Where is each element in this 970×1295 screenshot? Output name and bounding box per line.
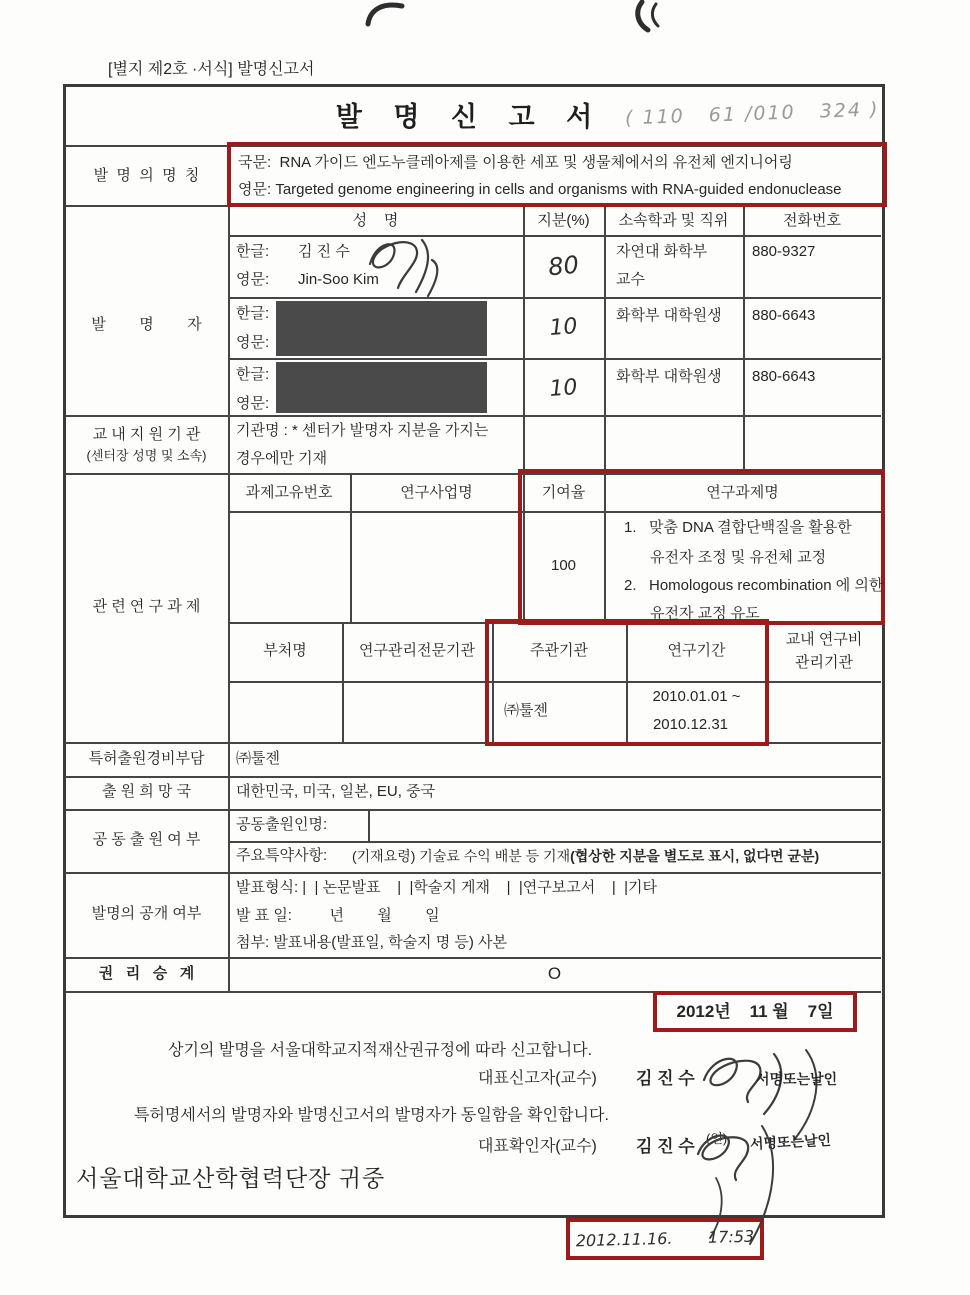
inventor3-share (521, 361, 605, 417)
research-header-period (626, 624, 767, 679)
disclosure-format-line (236, 875, 876, 901)
joint-terms-value (352, 841, 880, 872)
inventor1-phone-text: 880-9327 (752, 242, 816, 260)
campus-support-value1-text: 기관명 : * 센터가 발명자 지분을 가지는 (236, 421, 489, 439)
research-item2a-text: 2. Homologous recombination 에 의한 (624, 576, 884, 594)
research-header-fund (767, 624, 881, 679)
campus-support-label-line1: 교 내 지 원 기 관 (92, 425, 201, 443)
grid-vline (743, 205, 745, 473)
received-stamp (565, 1215, 764, 1262)
research-header-project-no (228, 475, 350, 511)
inventor3-phone-text: 880-6643 (752, 367, 816, 385)
rights-transfer-label (67, 957, 226, 991)
research-item2b-text: 유전자 교정 유도 (650, 604, 760, 622)
confirmer-seal-text: (인). (706, 1130, 731, 1146)
redacted-name-box (276, 301, 487, 356)
rights-transfer-label-text: 권 리 승 계 (98, 964, 195, 982)
joint-co-applicant-label (236, 809, 366, 841)
hangul-label-text: 한글: (236, 365, 270, 383)
declaration-text: 상기의 발명을 서울대학교지적재산권규정에 따라 신고합니다. (168, 1042, 593, 1059)
research-project-item1-line1 (624, 515, 880, 541)
patent-cost-label-text: 특허출원경비부담 (88, 749, 205, 767)
inventor1-hangul-label (236, 240, 288, 264)
research-project-item1-line2 (650, 545, 880, 571)
disclosure-attach-line (236, 930, 876, 956)
confirmation-text: 특허명세서의 발명자와 발명신고서의 발명자가 동일함을 확인합니다. (134, 1107, 609, 1124)
inventor2-phone (752, 304, 872, 328)
filing-countries-value (236, 776, 736, 809)
pencil-note-text: ( 110 61 /010 324 ) (624, 98, 880, 130)
inventor1-name-kor-text: 김 진 수 (298, 242, 350, 260)
inventors-header-share (523, 207, 604, 235)
research-host-value (504, 681, 624, 742)
grid-hline (65, 415, 881, 417)
invention-title-eng-text: 영문: Targeted genome engineering in cells and organisms with RNA-guided endonuclease (238, 180, 842, 198)
header-host-text: 주관기관 (530, 642, 588, 660)
recipient-text: 서울대학교산학협력단장 귀중 (76, 1164, 386, 1191)
eng-label-text: 영문: (236, 394, 270, 412)
confirmer-label (478, 1134, 628, 1160)
header-project-no-text: 과제고유번호 (245, 483, 333, 501)
invention-title-eng (238, 177, 878, 203)
form-number-text: [별지 제2호 ·서식] 발명신고서 (108, 61, 315, 78)
inventor3-phone (752, 365, 872, 389)
header-ministry-text: 부처명 (263, 642, 307, 660)
header-dept-text: 소속학과 및 직위 (618, 211, 729, 229)
research-period1-text: 2010.01.01 ~ (652, 687, 741, 705)
inventor1-dept2 (616, 268, 741, 292)
inventor2-share (521, 299, 605, 357)
document-title (260, 96, 680, 140)
invention-title-kor-text: 국문: RNA 가이드 엔도누클레아제를 이용한 세포 및 생물체에서의 유전체 엔지니어링 (238, 153, 793, 171)
eng-label-text: 영문: (236, 333, 270, 351)
report-date-text: 2012년 11 월 7일 (676, 1001, 834, 1021)
inventors-header-phone (743, 207, 881, 235)
inventor1-dept1 (616, 240, 741, 264)
header-name-text: 성 명 (352, 211, 399, 229)
scan-artifact-right (630, 0, 670, 32)
hangul-label-text: 한글: (236, 242, 270, 260)
research-rate-text: 100 (550, 557, 577, 575)
campus-support-value2-text: 경우에만 기재 (236, 449, 328, 467)
eng-label-text: 영문: (236, 270, 270, 288)
campus-support-value2 (236, 447, 520, 471)
scan-artifact-left (362, 0, 408, 26)
joint-co-applicant-text: 공동출원인명: (236, 815, 328, 833)
research-period2-text: 2010.12.31 (652, 715, 729, 733)
rights-transfer-value (228, 957, 881, 991)
confirmer-label-text: 대표확인자(교수) (478, 1138, 597, 1155)
reporter-label-text: 대표신고자(교수) (478, 1070, 597, 1087)
disclosure-attach-text: 첨부: 발표내용(발표일, 학술지 명 등) 사본 (236, 933, 508, 951)
confirmer-seal-note-text: 서명또는날인 (749, 1131, 832, 1153)
filing-countries-value-text: 대한민국, 미국, 일본, EU, 중국 (236, 783, 436, 801)
related-research-label-text: 관 련 연 구 과 제 (92, 598, 201, 616)
header-agency-text: 연구관리전문기관 (359, 642, 475, 660)
recipient-line (76, 1158, 536, 1198)
research-header-host (492, 624, 626, 679)
patent-cost-value (236, 742, 536, 776)
invention-title-row-label (67, 150, 226, 202)
invention-title-row-label-text: 발 명 의 명 칭 (93, 166, 200, 184)
header-fund-line2: 관리기관 (795, 653, 853, 671)
received-stamp-text: 2012.11.16. 17:53 (575, 1226, 755, 1251)
inventors-row-label-text: 발 명 자 (91, 315, 202, 333)
research-period-line2 (620, 712, 761, 738)
research-header-agency (342, 624, 492, 679)
inventor1-share (521, 236, 607, 296)
hangul-label-text: 한글: (236, 304, 270, 322)
research-header-program (350, 475, 523, 511)
disclosure-date-text: 발 표 일: 년 월 일 (236, 906, 440, 924)
patent-cost-value-text: ㈜툴젠 (236, 749, 280, 767)
inventor3-share-handwritten: 10 (548, 375, 579, 403)
joint-terms-label-text: 주요특약사항: (236, 847, 328, 865)
inventor1-eng-label (236, 268, 288, 292)
inventor2-dept1-text: 화학부 대학원생 (616, 306, 722, 324)
research-rate-value (523, 511, 604, 622)
research-host-text: ㈜툴젠 (504, 702, 548, 720)
joint-terms-label (236, 841, 348, 872)
inventor1-name-eng (298, 268, 458, 292)
research-item1a-text: 1. 맞춤 DNA 결합단백질을 활용한 (624, 518, 852, 536)
grid-hline (228, 297, 881, 299)
inventor2-share-handwritten: 10 (548, 314, 579, 342)
campus-support-value1 (236, 419, 520, 443)
grid-hline (228, 235, 881, 237)
invention-title-kor (238, 150, 878, 176)
document-title-text: 발 명 신 고 서 (335, 102, 605, 133)
inventor1-dept1-text: 자연대 화학부 (616, 242, 708, 260)
research-header-title (604, 475, 881, 511)
inventor1-name-eng-text: Jin-Soo Kim (298, 270, 379, 288)
related-research-label (67, 473, 226, 742)
form-number-label (108, 58, 528, 82)
filing-countries-label (67, 776, 226, 809)
grid-hline (228, 358, 881, 360)
header-period-text: 연구기간 (667, 642, 726, 660)
research-header-ministry (228, 624, 342, 679)
research-period-line1 (626, 684, 767, 710)
inventor2-phone-text: 880-6643 (752, 306, 816, 324)
disclosure-date-line (236, 903, 876, 929)
research-header-rate (523, 475, 604, 511)
header-program-text: 연구사업명 (400, 483, 473, 501)
header-phone-text: 전화번호 (783, 211, 841, 229)
patent-cost-label (67, 742, 226, 776)
disclosure-label-text: 발명의 공개 여부 (91, 905, 202, 923)
reporter-name-text: 김 진 수 (636, 1069, 695, 1089)
inventor2-dept1 (616, 304, 741, 328)
redacted-name-box (276, 362, 487, 413)
grid-vline (228, 145, 230, 991)
inventors-header-dept (604, 207, 743, 235)
header-fund-line1: 교내 연구비 (785, 630, 863, 648)
reporter-seal-note (756, 1068, 866, 1092)
disclosure-label (67, 872, 226, 957)
research-project-item2-line1 (624, 573, 884, 599)
filing-countries-label-text: 출 원 희 망 국 (101, 783, 192, 801)
campus-support-label (67, 419, 226, 471)
inventor1-dept2-text: 교수 (616, 270, 645, 288)
report-date (653, 991, 857, 1032)
campus-support-label-line2: (센터장 성명 및 소속) (86, 448, 207, 464)
rights-transfer-value-text: O (547, 964, 562, 984)
joint-terms-hint-text: (기재요령) 기술료 수익 배분 등 기재 (352, 847, 571, 864)
header-rate-text: 기여율 (541, 483, 586, 501)
inventor3-dept1-text: 화학부 대학원생 (616, 367, 722, 385)
confirmer-name-text: 김 진 수 (636, 1137, 695, 1157)
declaration-statement (168, 1038, 768, 1064)
research-item1b-text: 유전자 조정 및 유전체 교정 (650, 548, 827, 566)
inventor1-phone (752, 240, 872, 264)
grid-vline (368, 809, 370, 841)
inventors-row-label (67, 235, 226, 415)
inventor1-share-handwritten: 80 (546, 250, 581, 282)
reporter-label (478, 1066, 628, 1092)
joint-filing-label-text: 공 동 출 원 여 부 (92, 831, 201, 849)
reporter-seal-note-text: 서명또는날인 (756, 1071, 838, 1088)
inventor3-dept1 (616, 365, 741, 389)
header-title-text: 연구과제명 (706, 483, 779, 501)
joint-terms-bold-text: (협상한 지분을 별도로 표시, 없다면 균분) (570, 847, 820, 864)
joint-filing-label (67, 809, 226, 872)
header-share-text: 지분(%) (537, 211, 590, 229)
disclosure-format-text: 발표형식: | | 논문발표 | |학술지 게재 | |연구보고서 | |기타 (236, 878, 657, 896)
